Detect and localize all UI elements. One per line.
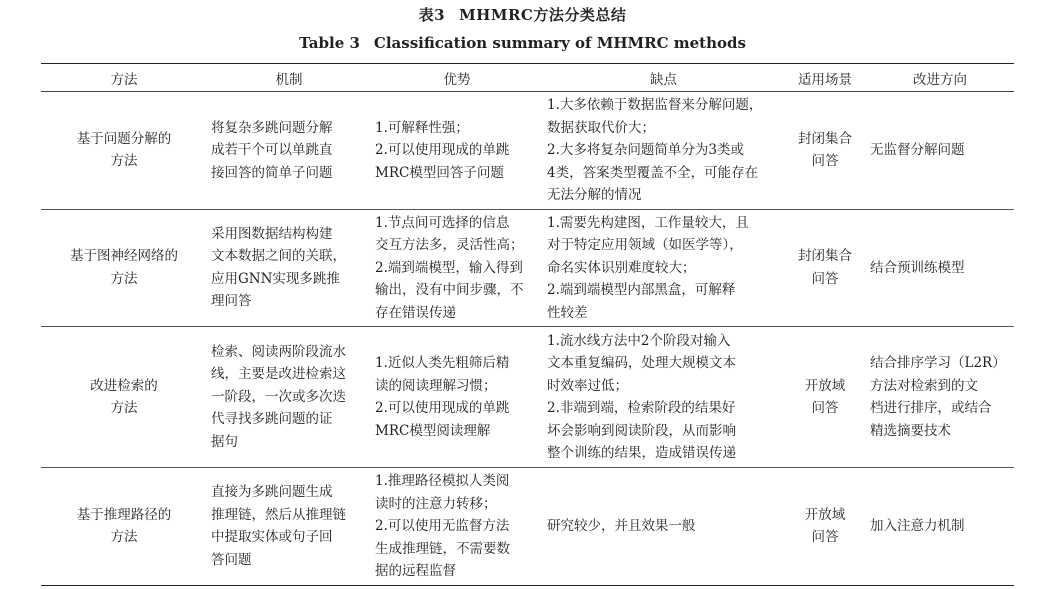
cell-line: 精选摘要技术 [870,422,951,439]
method-cell [41,209,207,327]
cell-line: 基于图神经网络的 [70,248,178,265]
cell-line: 封闭集合 [798,130,852,147]
cell-line: MRC模型阅读理解 [375,422,491,439]
cell-line: 1.近似人类先粗筛后精 [375,355,510,371]
header-cell: 改进方向 [866,64,1014,92]
advantages-cell [371,468,543,586]
table-caption-en [0,34,1045,52]
cell-line: 接回答的简单子问题 [211,164,333,181]
cell-line: 方法 [110,270,138,287]
method-cell [41,92,207,210]
cell-line: 性较差 [547,304,588,321]
summary-table [41,63,1014,586]
cell-line: 无法分解的情况 [547,187,642,203]
table-row [41,209,1014,327]
cell-line: 方法 [110,153,138,170]
mechanism-cell [207,209,371,327]
cell-line: 采用图数据结构构建 [211,225,333,242]
cell-line: 问答 [811,153,839,170]
cell-line: 应用GNN实现多跳推 [211,270,340,287]
cell-line: 无监督分解问题 [870,142,965,158]
cell-line: 2.端到端模型内部黑盒，可解释 [547,282,736,298]
cell-line: 直接为多跳问题生成 [211,484,333,501]
cell-line: 方法 [110,400,138,416]
cell-line: 理问答 [211,293,252,310]
mechanism-cell [207,327,371,468]
cell-line: 一阶段，一次或多次迭 [211,388,346,405]
cell-line: 成若干个可以单跳直 [211,142,333,158]
cell-line: 交互方法多，灵活性高； [375,237,524,253]
cell-line: 基于推理路径的 [76,506,172,523]
cell-line: 结合排序学习（L2R） [870,355,1006,371]
cell-line: 档进行排序，或结合 [870,400,992,416]
cell-line: 将复杂多跳问题分解 [211,119,333,136]
cell-line: 时效率过低； [547,377,628,394]
cell-line: 2.可以使用现成的单跳 [375,142,510,158]
cell-line: 整个训练的结果，造成错误传递 [547,445,736,461]
cell-line: 检索、阅读两阶段流水 [211,343,346,360]
cell-line: 中提取实体或句子回 [211,529,333,546]
caption-en-title: Classification summary of MHMRC methods [373,34,746,52]
cell-line: 研究较少，并且效果一般 [547,518,696,534]
cell-line: 1.推理路径模拟人类阅 [375,473,510,489]
cell-line: 方法 [110,529,138,546]
cell-line: 命名实体识别难度较大； [547,259,696,276]
cell-line: 推理链，然后从推理链 [211,506,346,523]
mechanism-cell [207,92,371,210]
table-row [41,327,1014,468]
disadvantages-cell [543,209,784,327]
disadvantages-cell [543,468,784,586]
cell-line: 1.流水线方法中2个阶段对输入 [547,332,731,349]
advantages-cell [371,327,543,468]
cell-line: 问答 [811,400,839,416]
cell-line: 加入注意力机制 [870,518,965,534]
cell-line: 2.可以使用现成的单跳 [375,400,510,416]
cell-line: 文本数据之间的关联， [211,248,346,265]
disadvantages-cell [543,327,784,468]
mechanism-cell [207,468,371,586]
header-cell: 优势 [371,64,543,92]
cell-line: 文本重复编码，处理大规模文本 [547,355,736,371]
header-cell: 缺点 [543,64,784,92]
scenario-cell [784,468,866,586]
header-cell: 适用场景 [784,64,866,92]
cell-line: 存在错误传递 [375,304,456,321]
cell-line: 问答 [811,529,839,546]
disadvantages-cell [543,92,784,210]
scenario-cell [784,209,866,327]
direction-cell [866,468,1014,586]
table-row [41,92,1014,210]
cell-line: 封闭集合 [798,248,852,265]
cell-line: 对于特定应用领域（如医学等）， [547,237,743,253]
cell-line: 开放域 [804,506,846,523]
cell-line: 答问题 [211,551,252,568]
header-cell: 方法 [41,64,207,92]
cell-line: 结合预训练模型 [870,259,965,276]
cell-line: 问答 [811,270,839,287]
cell-line: 读的阅读理解习惯； [375,377,497,394]
caption-cn-title: MHMRC方法分类总结 [459,6,627,24]
method-cell [41,327,207,468]
header-row [41,64,1014,92]
cell-line: 1.可解释性强； [375,119,469,136]
cell-line: 输出，没有中间步骤，不 [375,282,524,298]
cell-line: 线，主要是改进检索这 [211,366,346,383]
advantages-cell [371,92,543,210]
cell-line: 2.可以使用无监督方法 [375,518,510,534]
table-row [41,468,1014,586]
cell-line: 改进检索的 [90,377,158,394]
cell-line: 数据获取代价大； [547,119,655,136]
caption-cn-label: 表3 [418,6,446,24]
cell-line: 开放域 [804,377,846,394]
cell-line: 据的远程监督 [375,563,456,579]
direction-cell [866,327,1014,468]
cell-line: 4类，答案类型覆盖不全，可能存在 [547,164,759,181]
table-caption-cn [0,4,1045,25]
cell-line: 据句 [211,433,238,450]
cell-line: 方法对检索到的文 [870,377,978,394]
direction-cell [866,92,1014,210]
scenario-cell [784,327,866,468]
cell-line: 代寻找多跳问题的证 [211,411,333,428]
cell-line: 2.非端到端，检索阶段的结果好 [547,400,736,416]
advantages-cell [371,209,543,327]
method-cell [41,468,207,586]
caption-en-label: Table 3 [299,34,360,52]
direction-cell [866,209,1014,327]
cell-line: 1.需要先构建图，工作量较大，且 [547,214,749,231]
cell-line: 2.大多将复杂问题简单分为3类或 [547,142,744,158]
cell-line: 2.端到端模型，输入得到 [375,259,523,276]
scenario-cell [784,92,866,210]
cell-line: 坏会影响到阅读阶段，从而影响 [547,422,736,439]
cell-line: 读时的注意力转移； [375,495,497,512]
header-cell: 机制 [207,64,371,92]
table-body [41,92,1014,586]
cell-line: 基于问题分解的 [76,130,172,147]
cell-line: 生成推理链，不需要数 [375,540,510,557]
cell-line: 1.大多依赖于数据监督来分解问题， [547,97,763,113]
cell-line: MRC模型回答子问题 [375,164,504,181]
cell-line: 1.节点间可选择的信息 [375,214,510,231]
